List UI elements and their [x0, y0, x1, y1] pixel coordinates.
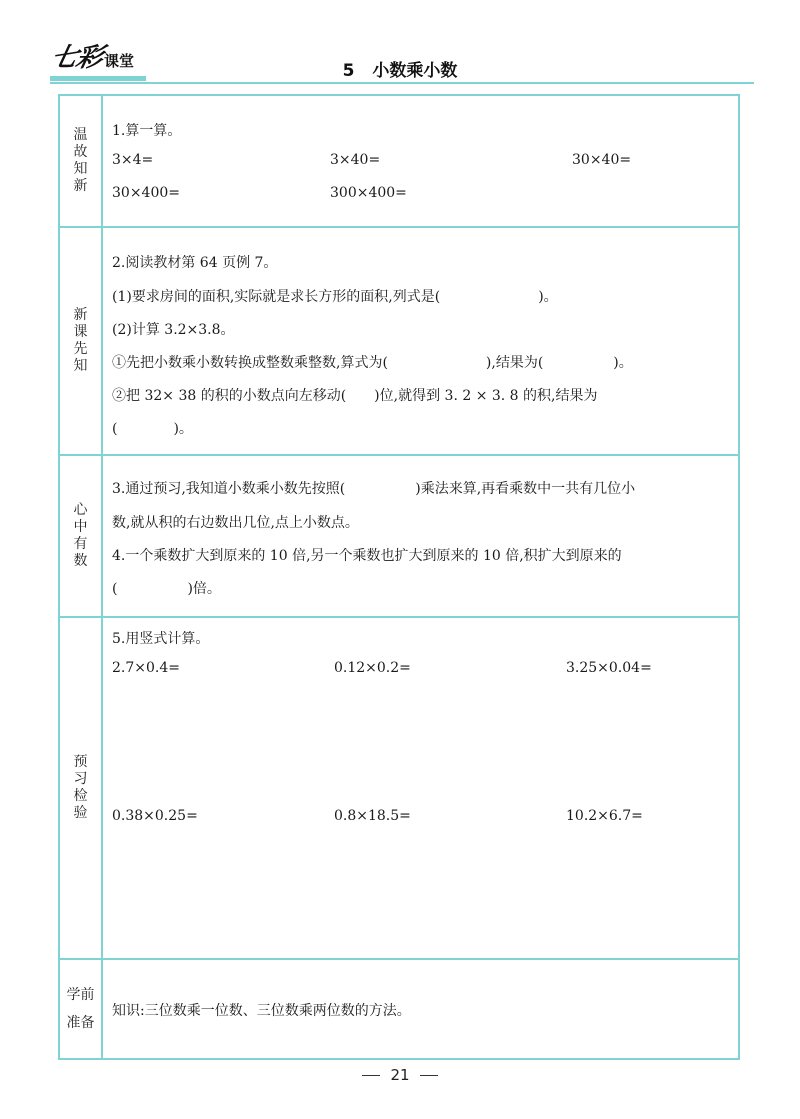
- review-item-3: 30×40=: [572, 152, 632, 168]
- page-footer: [0, 1066, 800, 1084]
- worksheet-table: [58, 94, 740, 1060]
- mind-line-2: 数,就从积的右边数出几位,点上小数点。: [112, 515, 359, 531]
- section-label-preview: 新课先知: [60, 228, 103, 454]
- lesson-number: 5: [342, 61, 355, 81]
- section-label-check: 预习检验: [60, 618, 103, 958]
- mind-line-4: ( )倍。: [112, 581, 221, 597]
- section-label-mind: 心中有数: [60, 456, 103, 616]
- preview-line-5: ( )。: [112, 421, 193, 437]
- page-number: 21: [390, 1066, 410, 1084]
- lesson-title-text: 小数乘小数: [372, 61, 458, 81]
- section-check: [60, 618, 738, 960]
- review-item-1: 3×4=: [112, 152, 154, 168]
- review-item-4: 30×400=: [112, 185, 180, 201]
- mind-line-3: 4.一个乘数扩大到原来的 10 倍,另一个乘数也扩大到原来的 10 倍,积扩大到原来的: [112, 548, 622, 564]
- section-prep: [60, 960, 738, 1058]
- check-item-5: 0.8×18.5=: [334, 808, 411, 824]
- check-item-2: 0.12×0.2=: [334, 660, 411, 676]
- section-review: [60, 96, 738, 228]
- preview-line-2: (2)计算 3.2×3.8。: [112, 322, 235, 338]
- preview-line-3: ①先把小数乘小数转换成整数乘整数,算式为( ),结果为( )。: [112, 355, 633, 371]
- section-mind: [60, 456, 738, 618]
- page-header: [0, 0, 800, 95]
- brand-sub: 课堂: [104, 52, 135, 70]
- section-label-prep: 学前准备: [60, 960, 103, 1058]
- check-item-1: 2.7×0.4=: [112, 660, 180, 676]
- preview-line-1: (1)要求房间的面积,实际就是求长方形的面积,列式是( )。: [112, 289, 558, 305]
- q5-title: 5.用竖式计算。: [112, 631, 210, 647]
- preview-line-4: ②把 32× 38 的积的小数点向左移动( )位,就得到 3. 2 × 3. 8 的积,结果为: [112, 388, 598, 404]
- review-item-5: 300×400=: [330, 185, 407, 201]
- lesson-title: [0, 56, 800, 81]
- q1-title: 1.算一算。: [112, 123, 182, 139]
- check-item-3: 3.25×0.04=: [566, 660, 652, 676]
- prep-text: 知识:三位数乘一位数、三位数乘两位数的方法。: [112, 1003, 411, 1019]
- mind-line-1: 3.通过预习,我知道小数乘小数先按照( )乘法来算,再看乘数中一共有几位小: [112, 481, 636, 497]
- brand-script: 七彩: [48, 43, 105, 73]
- section-label-review: 温故知新: [60, 96, 103, 226]
- section-preview: [60, 228, 738, 456]
- review-item-2: 3×40=: [330, 152, 381, 168]
- check-item-4: 0.38×0.25=: [112, 808, 198, 824]
- q2-title: 2.阅读教材第 64 页例 7。: [112, 255, 278, 271]
- check-item-6: 10.2×6.7=: [566, 808, 643, 824]
